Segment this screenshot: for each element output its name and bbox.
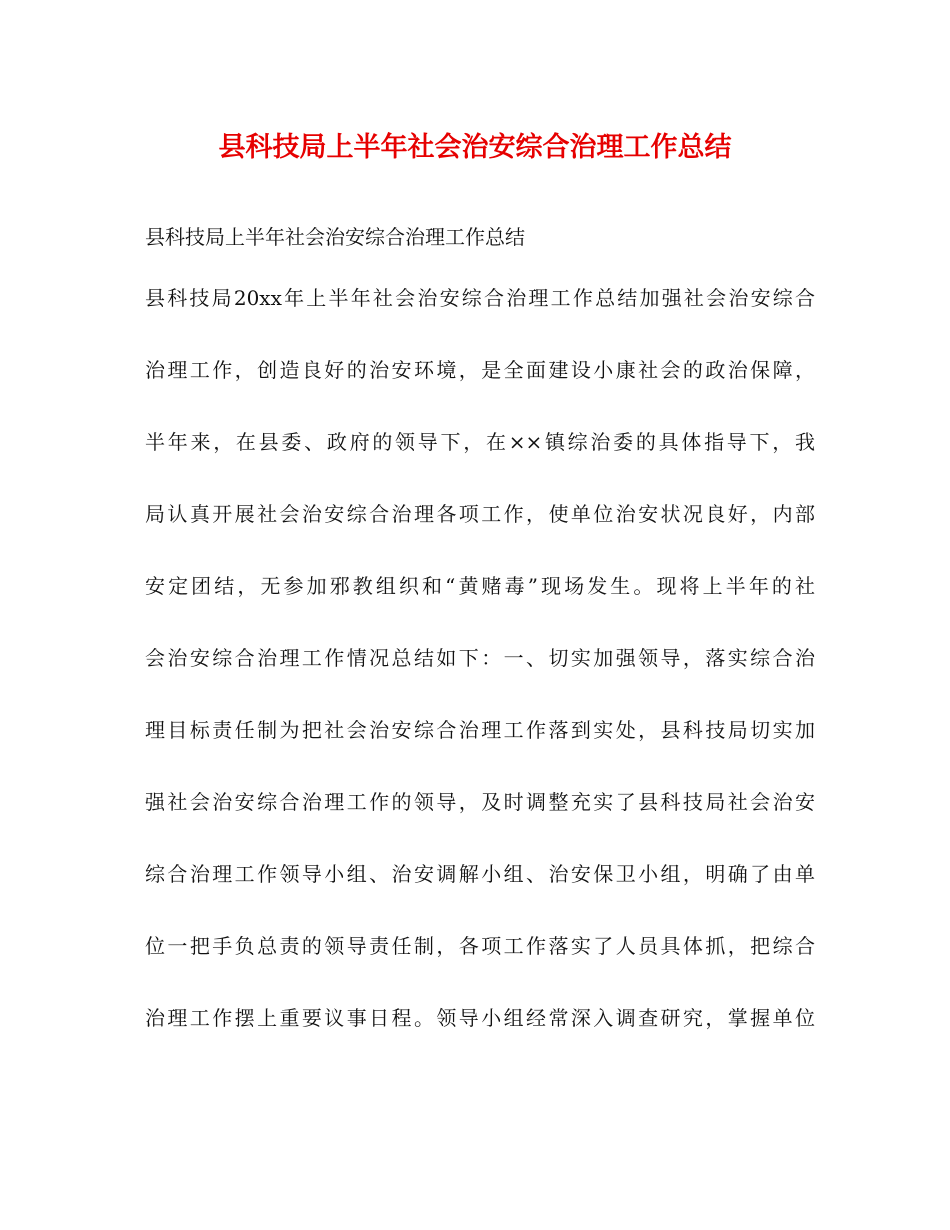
body-line: 安定团结，无参加邪教组织和“黄赌毒”现场发生。现将上半年的社 <box>145 574 815 598</box>
body-line: 理目标责任制为把社会治安综合治理工作落到实处，县科技局切实加 <box>145 718 815 742</box>
body-line: 强社会治安综合治理工作的领导，及时调整充实了县科技局社会治安 <box>145 790 815 814</box>
body-line: 县科技局20xx年上半年社会治安综合治理工作总结加强社会治安综合 <box>145 286 815 310</box>
document-subtitle: 县科技局上半年社会治安综合治理工作总结 <box>145 225 525 249</box>
body-line: 治理工作，创造良好的治安环境，是全面建设小康社会的政治保障， <box>145 358 815 382</box>
body-line: 治理工作摆上重要议事日程。领导小组经常深入调查研究，掌握单位 <box>145 1006 815 1030</box>
body-line: 会治安综合治理工作情况总结如下：一、切实加强领导，落实综合治 <box>145 646 815 670</box>
body-line: 综合治理工作领导小组、治安调解小组、治安保卫小组，明确了由单 <box>145 862 815 886</box>
document-title: 县科技局上半年社会治安综合治理工作总结 <box>218 132 732 163</box>
body-line: 位一把手负总责的领导责任制，各项工作落实了人员具体抓，把综合 <box>145 934 815 958</box>
document-body <box>145 283 815 1075</box>
body-line: 半年来，在县委、政府的领导下，在××镇综治委的具体指导下，我 <box>145 430 815 454</box>
body-line: 局认真开展社会治安综合治理各项工作，使单位治安状况良好，内部 <box>145 502 815 526</box>
